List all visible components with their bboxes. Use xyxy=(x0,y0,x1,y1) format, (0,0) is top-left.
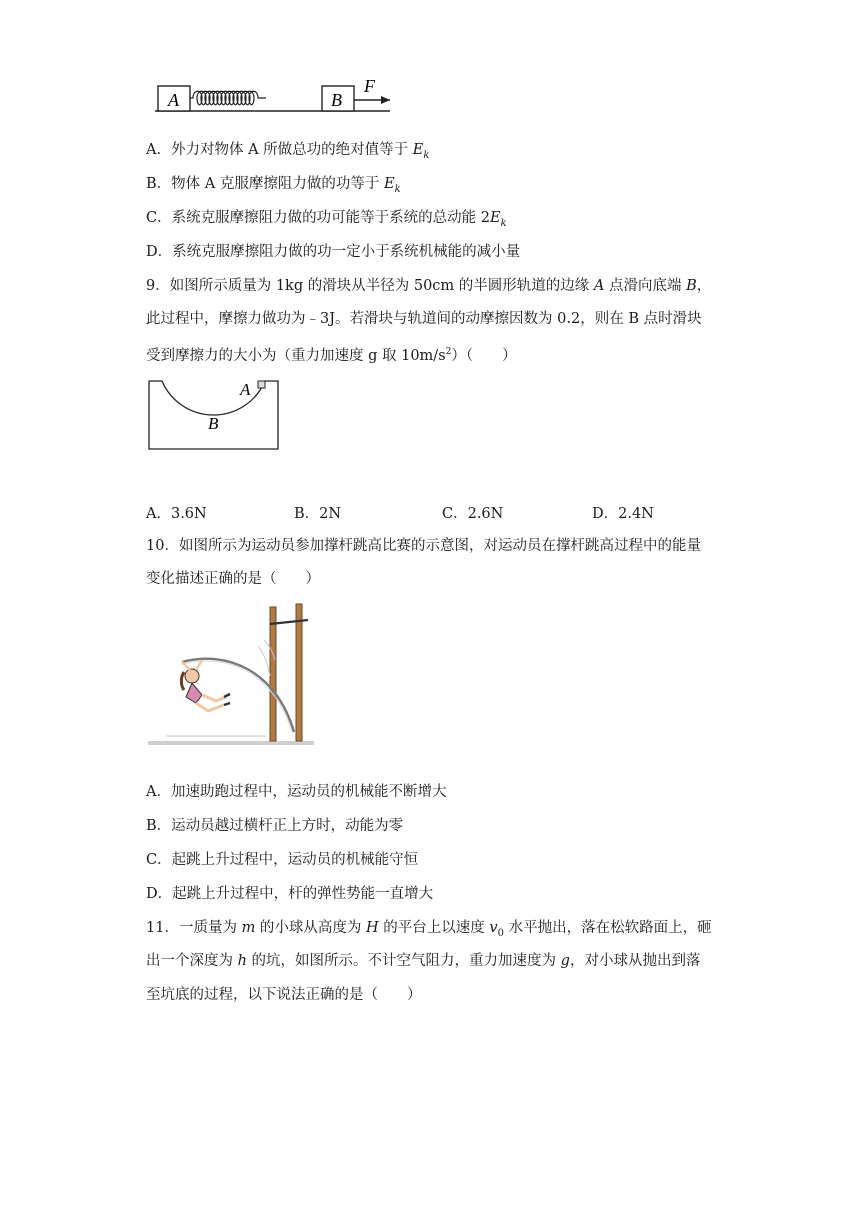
pole-vault-figure xyxy=(146,600,316,766)
text: 的平台上以速度 xyxy=(378,920,490,936)
q11-stem-line-2 xyxy=(146,951,700,971)
q10-stem-line-1: 10．如图所示为运动员参加撑杆跳高比赛的示意图，对运动员在撑杆跳高过程中的能量 xyxy=(146,538,701,554)
q9-options xyxy=(146,502,706,522)
block-a-label: A xyxy=(168,90,179,110)
text: ）（ ） xyxy=(451,347,517,364)
subscript: k xyxy=(500,217,507,229)
q8-option-d xyxy=(146,242,520,262)
text: 水平抛出，落在松软路面上，砸 xyxy=(503,920,712,936)
text: 点滑向底端 xyxy=(604,278,687,294)
q9-option-a: A．3.6N xyxy=(146,506,207,522)
q10-option-b: B．运动员越过横杆正上方时，动能为零 xyxy=(146,818,404,834)
option-key: B． xyxy=(146,176,172,192)
q8-option-a xyxy=(146,140,429,166)
spring-coil xyxy=(190,91,266,105)
text: 出一个深度为 xyxy=(146,953,238,969)
point-b-label: B xyxy=(208,414,219,433)
right-upright xyxy=(296,604,302,741)
option-key: C． xyxy=(146,210,172,226)
point-b: B xyxy=(686,278,697,294)
q9-stem-line-1 xyxy=(146,276,711,296)
q9-option-d: D．2.4N xyxy=(592,506,654,522)
point-a-label: A xyxy=(240,380,251,399)
q10-stem-line-2: 变化描述正确的是（ ） xyxy=(146,571,320,587)
option-text: 物体 A 克服摩擦阻力做的功等于 xyxy=(171,176,384,192)
symbol: E xyxy=(383,176,395,192)
symbol: E xyxy=(412,142,424,158)
q10-option-d: D．起跳上升过程中，杆的弹性势能一直增大 xyxy=(146,886,434,902)
depth-symbol: h xyxy=(237,953,247,969)
force-label: F xyxy=(364,78,375,96)
subscript: 0 xyxy=(497,927,504,939)
spring-block-figure xyxy=(150,78,400,118)
q9-option-c: C．2.6N xyxy=(442,506,504,522)
q9-stem-line-2: 此过程中，摩擦力做功为﹣3J。若滑块与轨道间的动摩擦因数为 0.2，则在 B 点时滑块 xyxy=(146,311,702,327)
superscript: 2 xyxy=(445,347,452,357)
text: 9．如图所示质量为 1kg 的滑块从半径为 50cm 的半圆形轨道的边缘 xyxy=(146,278,594,294)
q8-option-b xyxy=(146,174,401,200)
text: 11．一质量为 xyxy=(146,920,242,936)
q9-stem-line-3 xyxy=(146,342,517,366)
height-symbol: H xyxy=(366,920,379,936)
text: 受到摩擦力的大小为（重力加速度 g 取 10m/s xyxy=(146,347,446,364)
q9-option-b: B．2N xyxy=(294,506,342,522)
athlete xyxy=(181,660,230,711)
velocity-symbol: v xyxy=(489,920,498,936)
subscript: k xyxy=(423,149,430,161)
option-key: A． xyxy=(146,142,171,158)
block-b-label: B xyxy=(331,90,342,110)
subscript: k xyxy=(394,183,401,195)
slider-block xyxy=(258,381,265,388)
q10-option-c: C．起跳上升过程中，运动员的机械能守恒 xyxy=(146,852,419,868)
option-key: D． xyxy=(146,244,173,260)
text: ， xyxy=(696,278,712,294)
force-arrowhead xyxy=(381,96,390,104)
text: 的坑，如图所示。不计空气阻力，重力加速度为 xyxy=(246,953,561,969)
option-text: 系统克服摩擦阻力做的功一定小于系统机械能的减小量 xyxy=(172,244,521,260)
text: 的小球从高度为 xyxy=(255,920,367,936)
q11-stem-line-3: 至坑底的过程，以下说法正确的是（ ） xyxy=(146,987,422,1003)
point-a: A xyxy=(593,278,605,294)
left-upright xyxy=(270,607,276,741)
option-text: 系统克服摩擦阻力做的功可能等于系统的总动能 2 xyxy=(171,210,490,226)
symbol: E xyxy=(489,210,501,226)
q11-stem-line-1 xyxy=(146,918,712,944)
mass-symbol: m xyxy=(241,920,256,936)
q10-option-a: A．加速助跑过程中，运动员的机械能不断增大 xyxy=(146,784,447,800)
text: ，对小球从抛出到落 xyxy=(569,953,701,969)
semicircle-track-figure xyxy=(148,378,280,452)
option-text: 外力对物体 A 所做总功的绝对值等于 xyxy=(170,142,413,158)
q8-option-c xyxy=(146,208,507,234)
gravity-symbol: g xyxy=(560,953,570,969)
